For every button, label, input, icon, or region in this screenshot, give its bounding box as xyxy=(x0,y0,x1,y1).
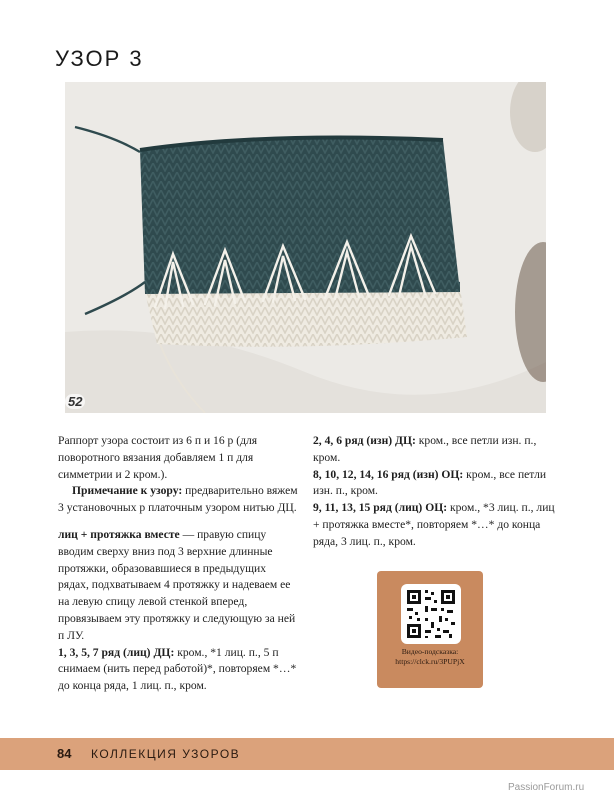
definition-paragraph xyxy=(58,527,298,645)
row-label-4: 9, 11, 13, 15 ряд (лиц) ОЦ: xyxy=(313,501,448,515)
row-instruction-1 xyxy=(58,645,298,695)
watermark: PassionForum.ru xyxy=(508,782,585,793)
qr-caption-link[interactable]: https://clck.ru/3PUPjX xyxy=(395,657,465,666)
knitting-sample-photo xyxy=(65,82,546,413)
row-label-1: 1, 3, 5, 7 ряд (лиц) ДЦ: xyxy=(58,645,175,659)
qr-caption-title: Видео-подсказка: xyxy=(401,647,459,656)
row-text-3: кром., все петли изн. п., кром. xyxy=(313,467,547,498)
page-title: УЗОР 3 xyxy=(55,46,144,71)
definition-label: лиц + протяжка вместе xyxy=(58,527,180,541)
knitting-illustration xyxy=(65,82,546,413)
row-label-3: 8, 10, 12, 14, 16 ряд (изн) ОЦ: xyxy=(313,467,464,481)
footer-title: КОЛЛЕКЦИЯ УЗОРОВ xyxy=(91,747,241,761)
row-instruction-4 xyxy=(313,500,558,550)
qr-code-icon xyxy=(401,584,461,644)
right-column xyxy=(313,433,558,551)
row-label-2: 2, 4, 6 ряд (изн) ДЦ: xyxy=(313,434,416,447)
page-number: 84 xyxy=(57,746,72,761)
row-instruction-2 xyxy=(313,433,558,467)
note-paragraph xyxy=(58,483,298,517)
definition-text: — правую спицу вводим сверху вниз под 3 верхние длинные протяжки, образовавшиеся в предыдущих рядах, подхватываем 4 протяжку и надеваем ее на левую спицу левой стенкой вперед, провязываем эту протяжку и следующую за ней п ЛУ. xyxy=(58,527,296,642)
qr-code[interactable] xyxy=(401,584,461,644)
left-column xyxy=(58,433,298,695)
row-text-4: кром., *3 лиц. п., лиц + протяжка вместе*, повторяем *…* до конца ряда, 3 лиц. п., кром. xyxy=(313,501,555,548)
row-instruction-3 xyxy=(313,467,558,501)
row-text-1: кром., *1 лиц. п., 5 п снимаем (нить перед работой)*, повторяем *…* до конца ряда, 1 лиц. п., кром. xyxy=(58,645,297,693)
video-hint-card[interactable] xyxy=(377,571,483,688)
qr-caption xyxy=(377,647,483,667)
sample-number-badge: 52 xyxy=(65,394,85,409)
rapport-paragraph: Раппорт узора состоит из 6 п и 16 р (для поворотного вязания добавляем 1 п для симметрии и 2 кром.). xyxy=(58,434,258,481)
row-text-2: кром., все петли изн. п., кром. xyxy=(313,434,537,464)
note-label: Примечание к узору: xyxy=(72,484,183,498)
note-text: предварительно вяжем 3 установочных р платочным узором нитью ДЦ. xyxy=(58,484,298,515)
page-footer xyxy=(0,738,614,770)
